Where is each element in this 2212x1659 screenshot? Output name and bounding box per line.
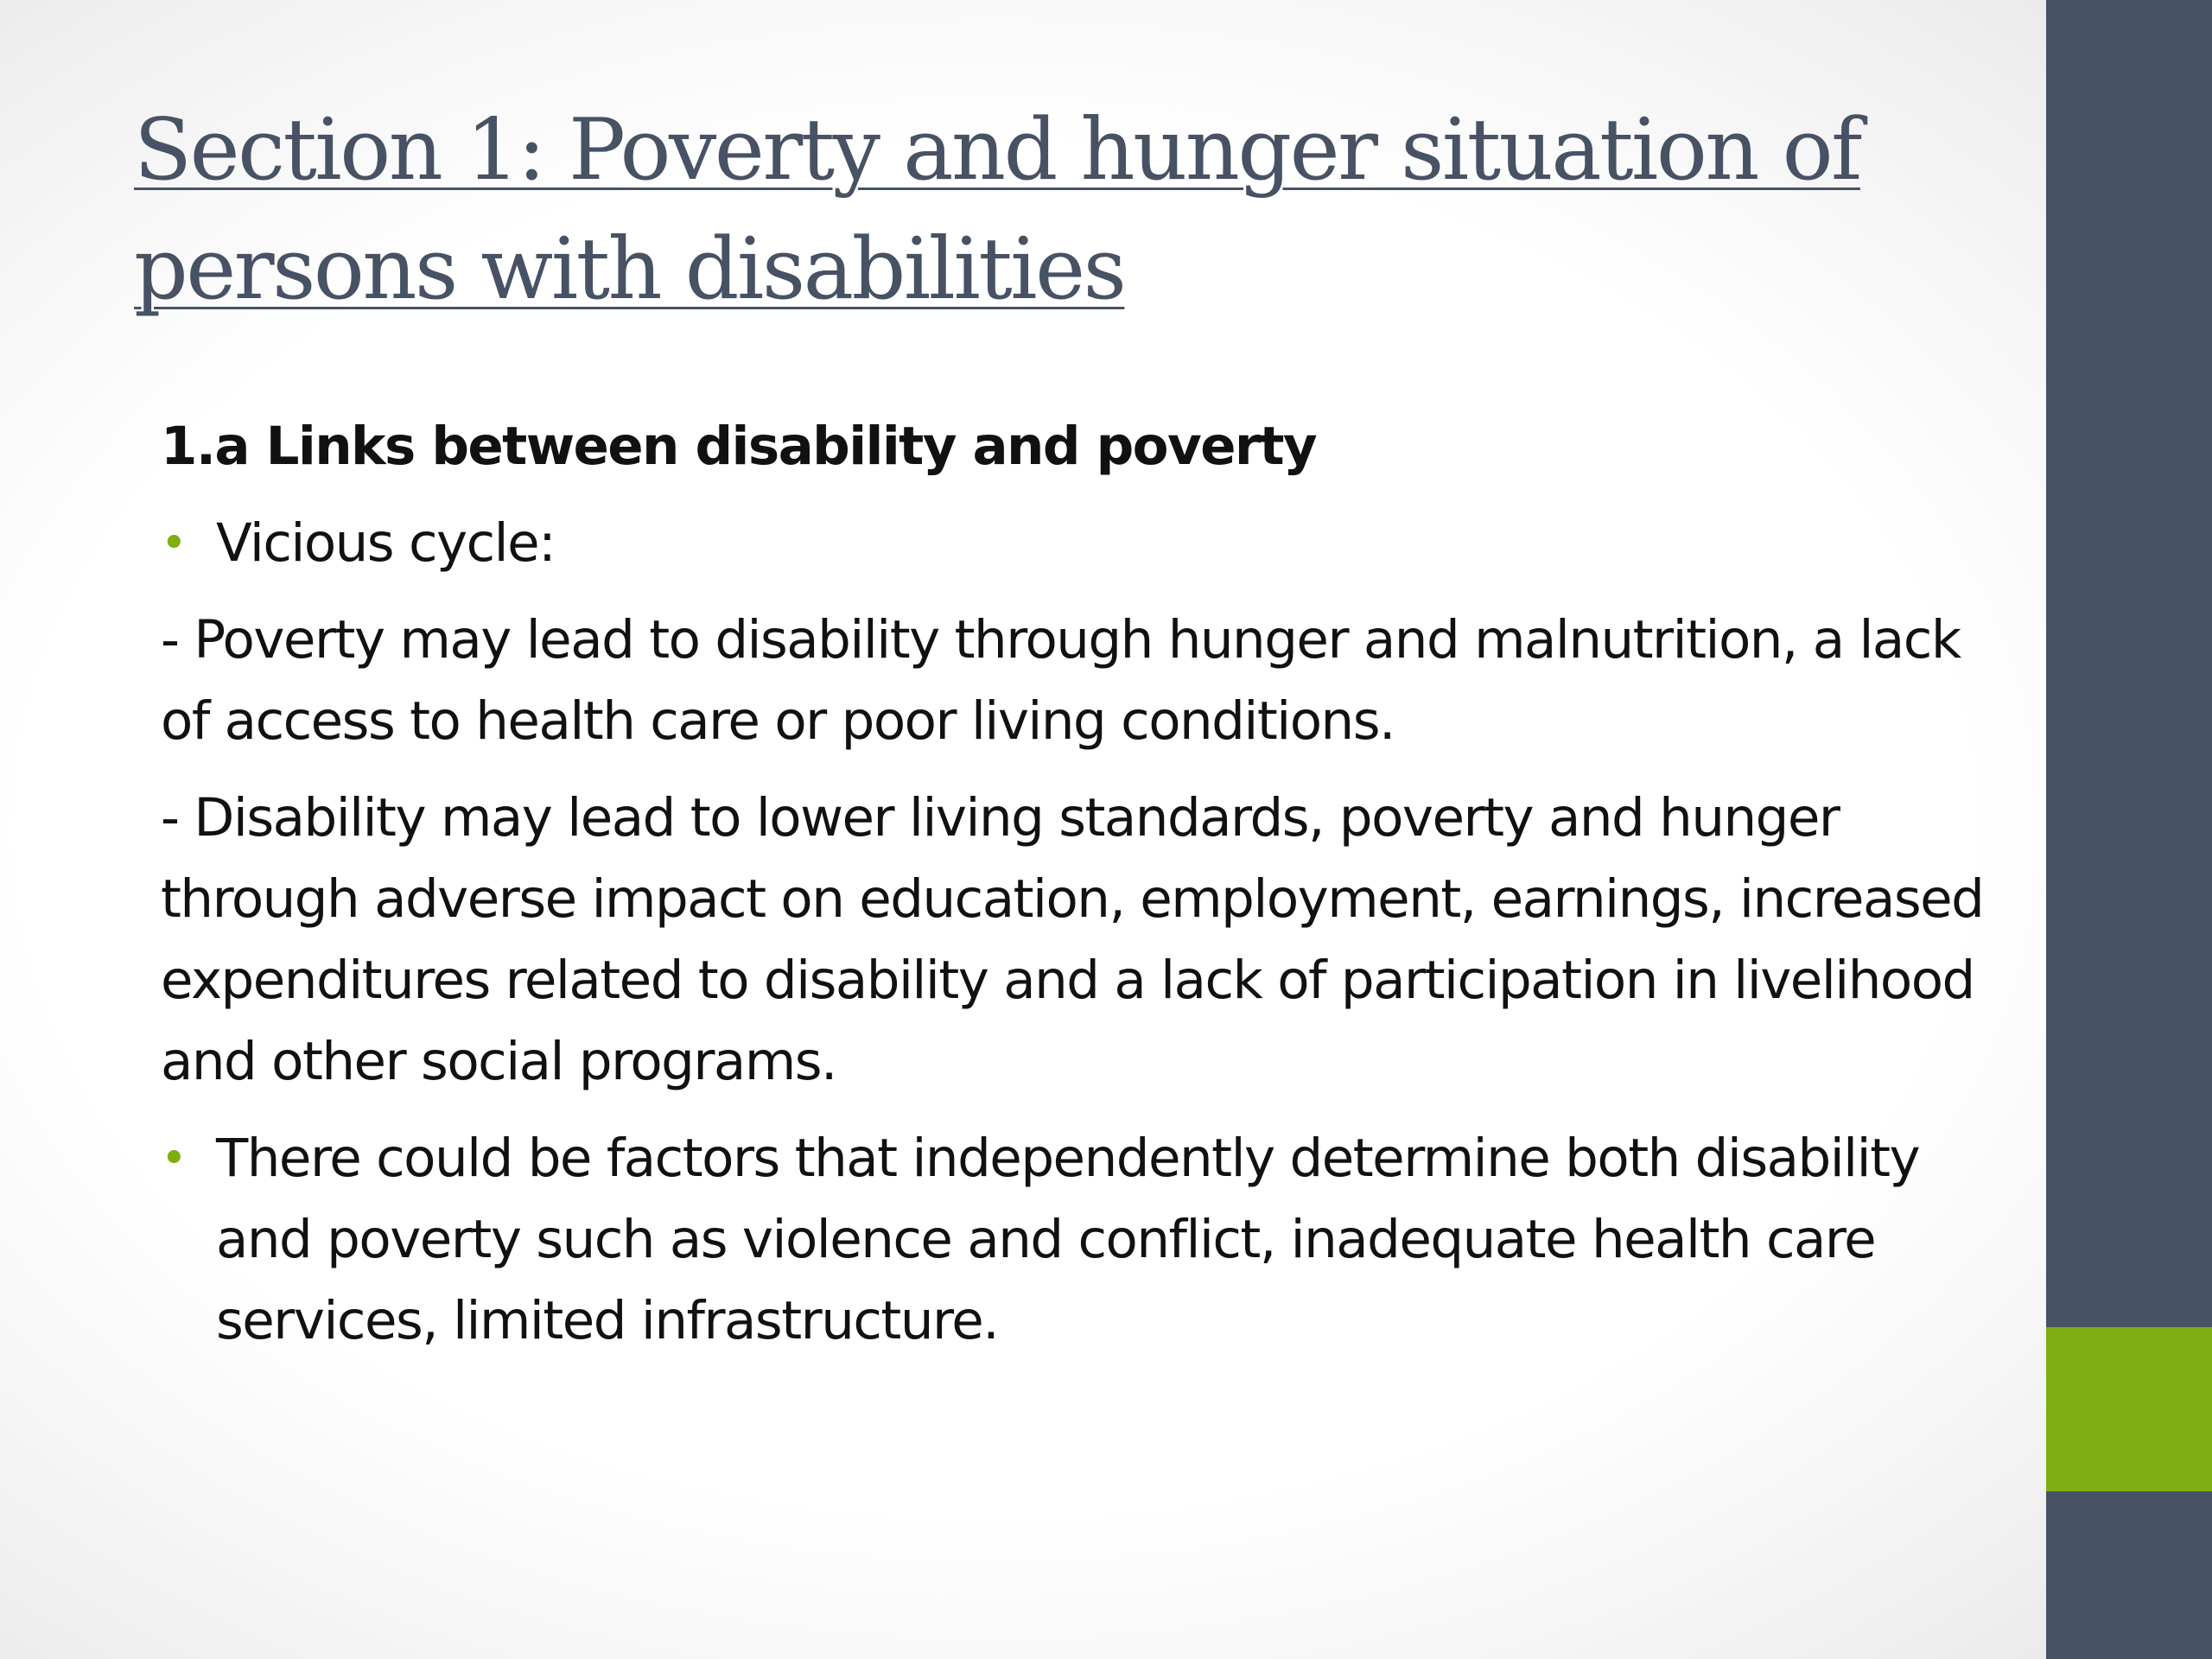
bullet-item-vicious-cycle: [161, 503, 1984, 584]
bullet-item-independent-factors: [161, 1118, 1984, 1362]
subheading: 1.a Links between disability and poverty: [161, 416, 1317, 477]
slide-title: Section 1: Poverty and hunger situation of persons with disabilities: [134, 101, 1860, 319]
slide-body: [161, 406, 1984, 1377]
bullet-dot-icon: •: [161, 518, 187, 569]
paragraph-disability-to-poverty: - Disability may lead to lower living standards, poverty and hunger through adverse impact on education, employment, earnings, increased expenditures related to disability and a lack of participation in livelihood and other social programs.: [161, 787, 1984, 1092]
bullet-text: There could be factors that independently determine both disability and poverty such as violence and conflict, inadequate health care services, limited infrastructure.: [216, 1128, 1920, 1351]
bullet-dot-icon: •: [161, 1133, 187, 1185]
paragraph-poverty-to-disability: - Poverty may lead to disability through hunger and malnutrition, a lack of access to health care or poor living conditions.: [161, 609, 1961, 752]
side-accent-block: [2046, 1327, 2212, 1491]
bullet-text: Vicious cycle:: [216, 512, 556, 574]
